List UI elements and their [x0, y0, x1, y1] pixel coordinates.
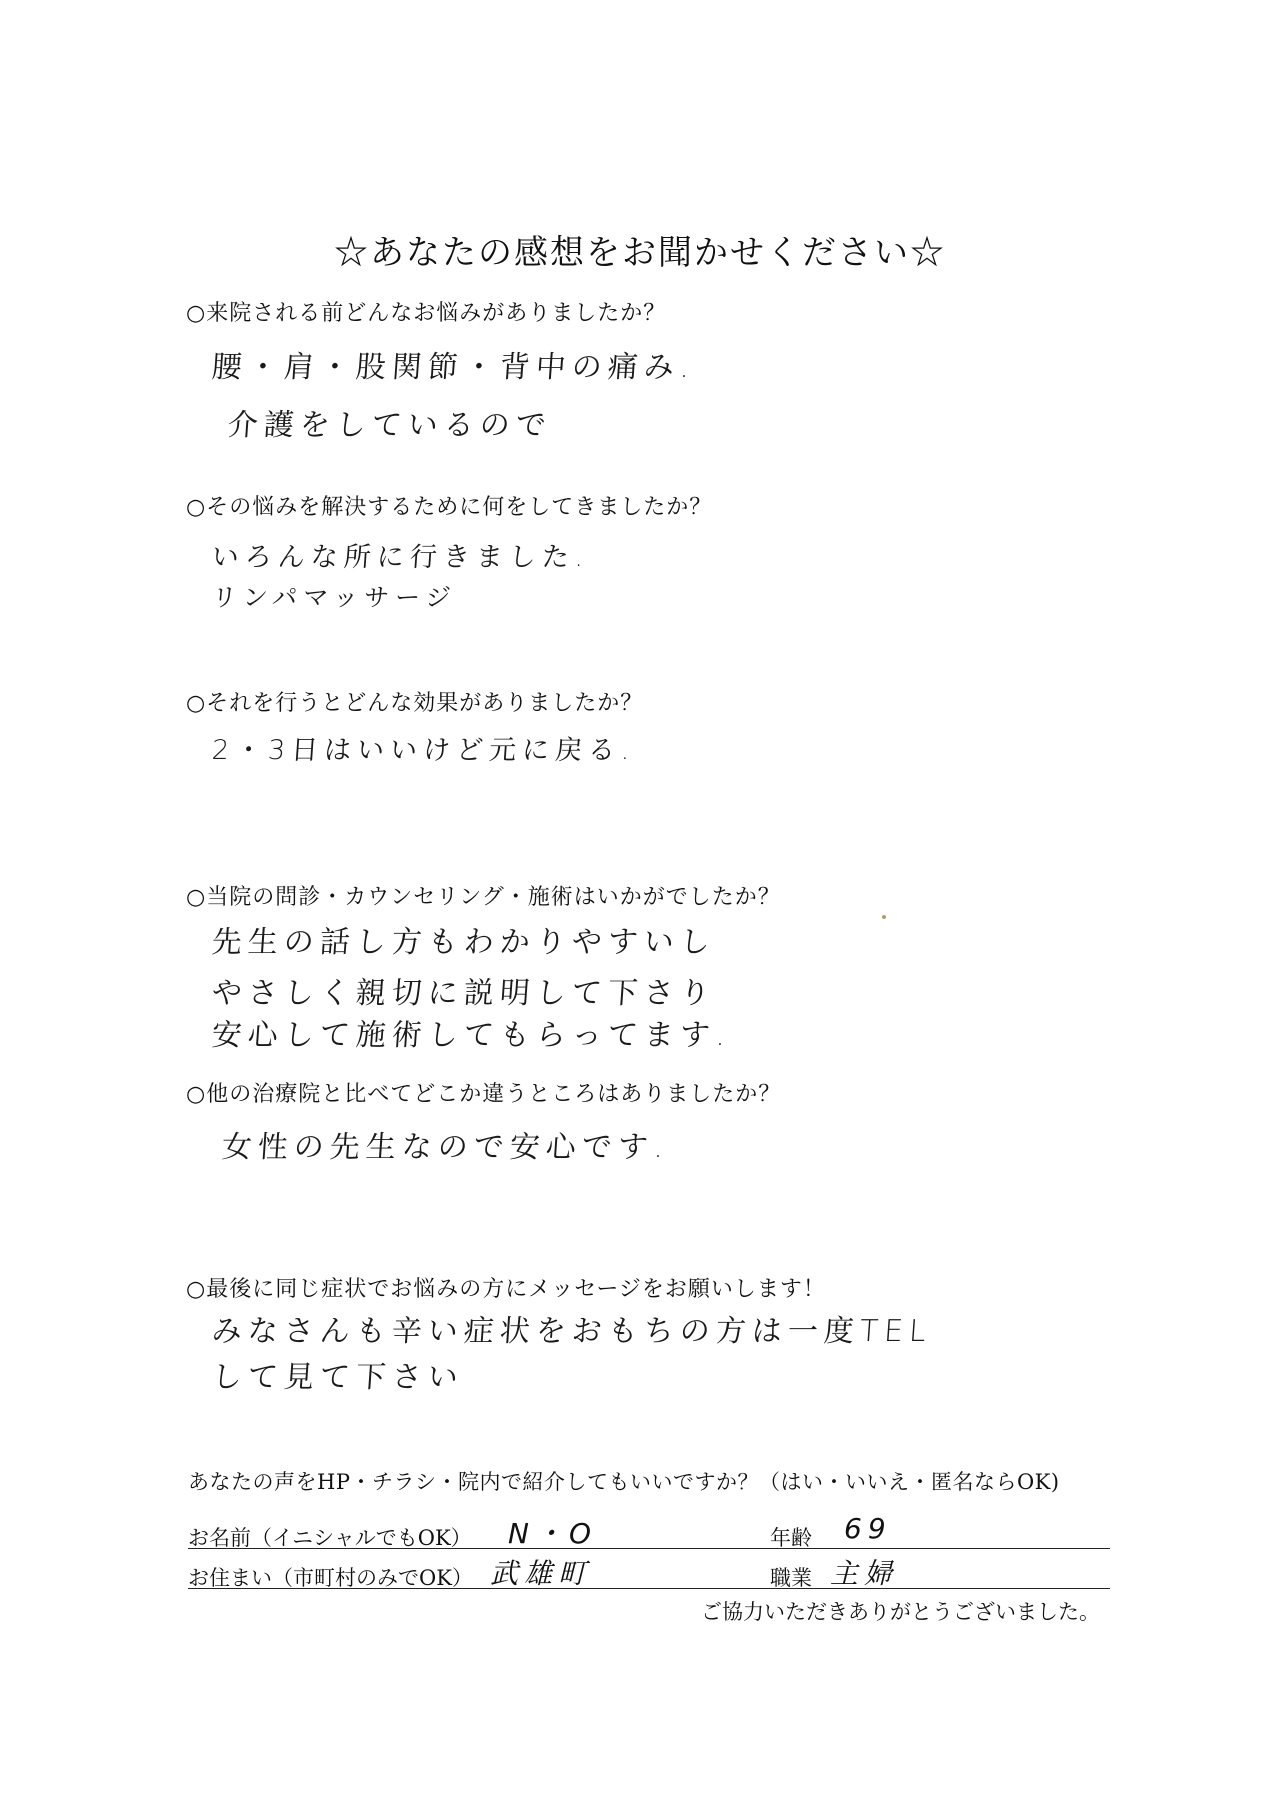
answer-2-line-2: リンパマッサージ [210, 583, 458, 612]
address-label: お住まい（市町村のみでOK） [188, 1566, 473, 1590]
answer-1-line-1: 腰・肩・股関節・背中の痛み. [210, 350, 697, 385]
name-row-rule [188, 1548, 1110, 1549]
question-6: ○最後に同じ症状でお悩みの方にメッセージをお願いします！ [186, 1277, 826, 1302]
answer-4-line-2: やさしく親切に説明して下さり [210, 976, 717, 1011]
answer-3-line-1: 2・3日はいいけど元に戻る. [210, 735, 637, 766]
answer-1-line-2: 介護をしているので [226, 408, 553, 443]
question-5: ○他の治療院と比べてどこか違うところはありましたか？ [186, 1082, 782, 1107]
name-value: N・O [508, 1517, 597, 1550]
question-1: ○来院される前どんなお悩みがありましたか？ [186, 301, 667, 326]
answer-6-line-1: みなさんも辛い症状をおもちの方は一度TEL [210, 1314, 933, 1349]
address-row-rule [188, 1588, 1110, 1589]
question-4: ○当院の問診・カウンセリング・施術はいかがでしたか？ [186, 885, 781, 910]
occupation-value: 主婦 [830, 1557, 899, 1590]
consent-question: あなたの声をHP・チラシ・院内で紹介してもいいですか？（はい・いいえ・匿名ならOK) [188, 1470, 1060, 1494]
answer-4-line-1: 先生の話し方もわかりやすいし [210, 925, 717, 960]
address-value: 武雄町 [490, 1557, 593, 1590]
age-label: 年齢 [770, 1526, 812, 1550]
name-label: お名前（イニシャルでもOK） [188, 1526, 472, 1550]
answer-6-line-2: して見て下さい [210, 1360, 465, 1395]
age-value: 69 [844, 1512, 892, 1545]
answer-4-line-3: 安心して施術してもらってます. [210, 1018, 733, 1053]
question-3: ○それを行うとどんな効果がありましたか？ [186, 691, 644, 716]
occupation-label: 職業 [770, 1566, 812, 1590]
form-title: ☆あなたの感想をお聞かせください☆ [334, 233, 946, 273]
answer-2-line-1: いろんな所に行きました. [210, 542, 591, 573]
thanks-message: ご協力いただきありがとうございました。 [701, 1600, 1100, 1624]
paper-speck [882, 915, 886, 919]
answer-5-line-1: 女性の先生なので安心です. [220, 1130, 671, 1165]
question-2: ○その悩みを解決するために何をしてきましたか？ [186, 495, 713, 520]
